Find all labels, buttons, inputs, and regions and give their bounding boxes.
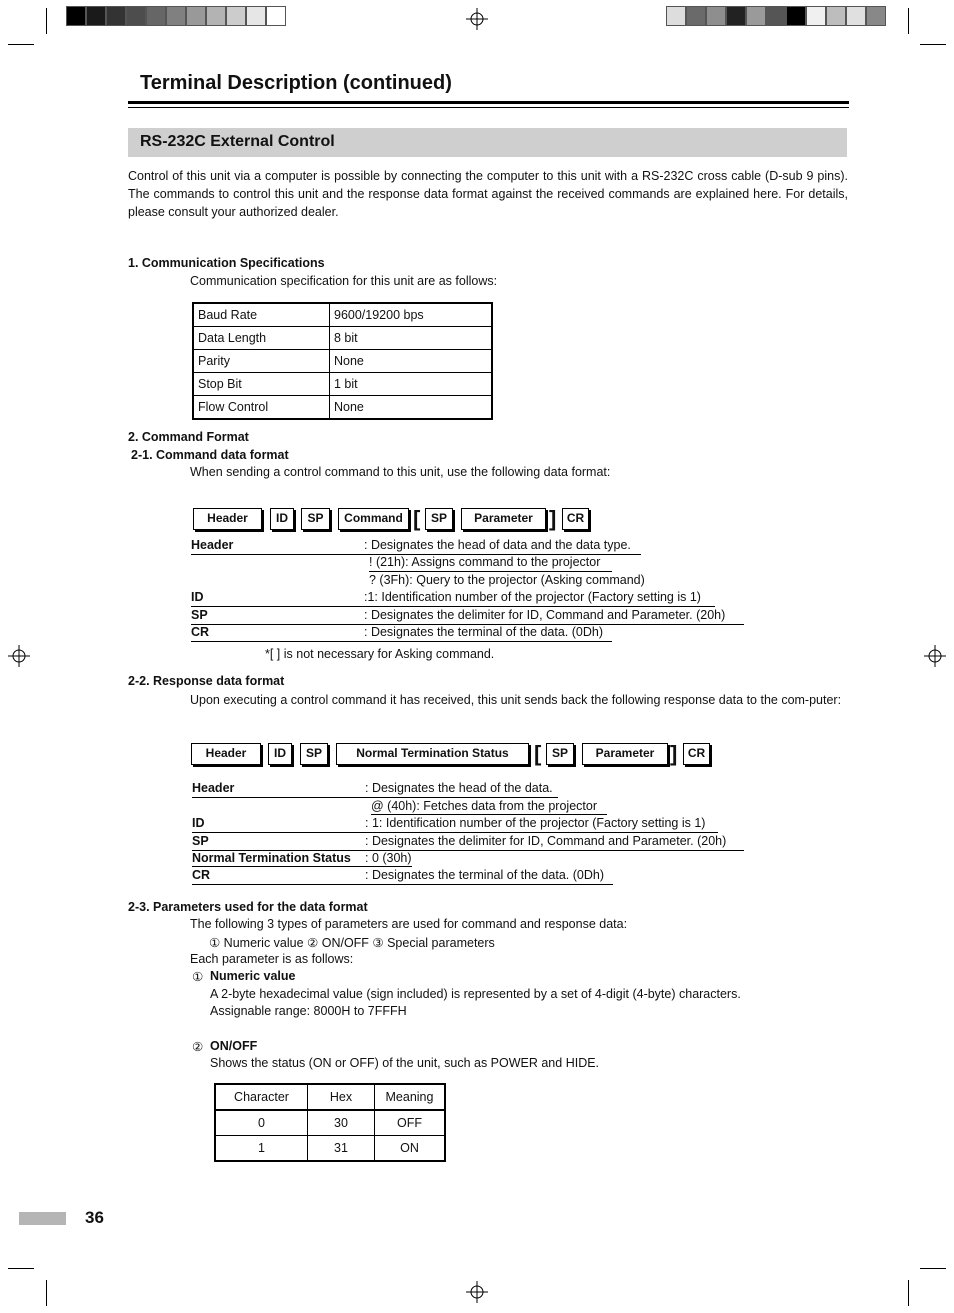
param-title: Numeric value <box>210 969 296 983</box>
resp-box-header: Header <box>191 743 261 765</box>
onoff-table <box>214 1083 446 1162</box>
circled-number: ① <box>192 970 204 984</box>
color-swatch <box>146 6 166 26</box>
bracket-close: ] <box>549 506 557 531</box>
color-swatch <box>666 6 686 26</box>
def-term: ID <box>191 590 204 604</box>
param-title: ON/OFF <box>210 1039 258 1053</box>
intro-paragraph: Control of this unit via a computer is possible by connecting the computer to this unit with a RS-232C cross cable (D-sub 9 pins). The commands to control this unit and the response data format against the received commands are explained here. For details, please consult your authorized dealer. <box>128 169 848 219</box>
comm-heading: 1. Communication Specifications <box>128 256 325 270</box>
registration-mark-icon <box>924 645 946 667</box>
bracket-open: [ <box>413 506 421 531</box>
table-header: Hex <box>308 1084 375 1110</box>
param-text: Shows the status (ON or OFF) of the unit, such as POWER and HIDE. <box>210 1056 600 1070</box>
page-number-bar <box>19 1212 66 1225</box>
color-swatch <box>226 6 246 26</box>
cmd-box-header: Header <box>193 508 262 530</box>
crop-mark <box>46 1280 47 1306</box>
registration-mark-icon <box>8 645 30 667</box>
spec-value: 9600/19200 bps <box>330 303 493 327</box>
color-swatch <box>206 6 226 26</box>
spec-value: None <box>330 350 493 373</box>
def-term: SP <box>192 834 209 848</box>
cmd-box-command: Command <box>338 508 409 530</box>
section-heading: RS-232C External Control <box>128 128 847 157</box>
def-term: Header <box>191 538 234 552</box>
table-row <box>193 350 492 373</box>
cmd-box-cr: CR <box>562 508 589 530</box>
cmd-box-sp: SP <box>425 508 453 530</box>
def-underline <box>192 866 412 867</box>
spec-value: None <box>330 396 493 420</box>
params-subheading: 2-3. Parameters used for the data format <box>128 900 368 914</box>
title-rule <box>128 101 849 104</box>
def-desc: : Designates the head of the data. <box>365 781 553 795</box>
table-cell: ON <box>375 1136 446 1162</box>
resp-subheading: 2-2. Response data format <box>128 674 285 688</box>
cmd-subheading: 2-1. Command data format <box>131 448 289 462</box>
registration-mark-icon <box>466 1281 488 1303</box>
def-underline <box>191 641 612 642</box>
color-swatch <box>806 6 826 26</box>
color-swatch <box>746 6 766 26</box>
crop-mark <box>46 8 47 34</box>
title-rule-thin <box>128 107 849 108</box>
circled-number: ② <box>192 1040 204 1054</box>
resp-box-sp: SP <box>546 743 574 765</box>
color-swatch <box>866 6 886 26</box>
table-cell: 30 <box>308 1110 375 1136</box>
table-cell: OFF <box>375 1110 446 1136</box>
cmd-heading: 2. Command Format <box>128 430 249 444</box>
registration-mark-icon <box>466 8 488 30</box>
def-desc: : Designates the delimiter for ID, Command and Parameter. (20h) <box>365 834 727 848</box>
param-text: Assignable range: 8000H to 7FFFH <box>210 1004 407 1018</box>
def-desc: : Designates the head of data and the data type. <box>364 538 631 552</box>
def-underline <box>192 797 558 798</box>
def-desc: : 1: Identification number of the projector (Factory setting is 1) <box>365 816 706 830</box>
color-swatch <box>686 6 706 26</box>
table-cell: 0 <box>215 1110 308 1136</box>
spec-label: Flow Control <box>193 396 330 420</box>
spec-value: 8 bit <box>330 327 493 350</box>
crop-mark <box>908 8 909 34</box>
table-header: Meaning <box>375 1084 446 1110</box>
def-desc: ? (3Fh): Query to the projector (Asking command) <box>369 573 645 587</box>
table-row <box>193 327 492 350</box>
page-title: Terminal Description (continued) <box>140 72 452 94</box>
def-term: Header <box>192 781 235 795</box>
table-row <box>193 303 492 327</box>
spec-value: 1 bit <box>330 373 493 396</box>
def-desc: : Designates the terminal of the data. (0Dh) <box>365 868 605 882</box>
color-swatch <box>786 6 806 26</box>
def-underline <box>369 571 612 572</box>
spec-label: Stop Bit <box>193 373 330 396</box>
table-header: Character <box>215 1084 308 1110</box>
table-cell: 31 <box>308 1136 375 1162</box>
cmd-box-sp: SP <box>301 508 330 530</box>
def-term: ID <box>192 816 205 830</box>
def-term: CR <box>191 625 210 639</box>
color-swatch <box>186 6 206 26</box>
params-list: ① Numeric value ② ON/OFF ③ Special parameters <box>209 936 495 950</box>
spec-label: Baud Rate <box>193 303 330 327</box>
cmd-box-id: ID <box>270 508 294 530</box>
spec-label: Parity <box>193 350 330 373</box>
resp-text: Upon executing a control command it has received, this unit sends back the following response data to the com-puter: <box>190 693 842 707</box>
resp-box-id: ID <box>268 743 292 765</box>
color-swatch <box>726 6 746 26</box>
resp-box-cr: CR <box>683 743 710 765</box>
params-line: The following 3 types of parameters are used for command and response data: <box>190 917 628 931</box>
page-number: 36 <box>85 1208 104 1227</box>
resp-box-sp: SP <box>300 743 328 765</box>
table-cell: 1 <box>215 1136 308 1162</box>
crop-mark <box>8 44 34 45</box>
cmd-text: When sending a control command to this unit, use the following data format: <box>190 465 611 479</box>
comm-spec-table <box>192 302 493 420</box>
param-text: A 2-byte hexadecimal value (sign included) is represented by a set of 4-digit (4-byte) characters. <box>210 987 741 1001</box>
def-desc: ! (21h): Assigns command to the projector <box>369 555 601 569</box>
params-line: Each parameter is as follows: <box>190 952 354 966</box>
crop-mark <box>908 1280 909 1306</box>
bracket-close: ] <box>670 741 678 766</box>
color-swatch <box>266 6 286 26</box>
color-swatch <box>766 6 786 26</box>
def-underline <box>192 832 718 833</box>
def-desc: : Designates the delimiter for ID, Command and Parameter. (20h) <box>364 608 726 622</box>
color-swatch <box>706 6 726 26</box>
color-swatch <box>66 6 86 26</box>
comm-subtext: Communication specification for this unit are as follows: <box>190 274 498 288</box>
color-swatch <box>106 6 126 26</box>
def-underline <box>192 884 613 885</box>
def-desc: : Designates the terminal of the data. (0Dh) <box>364 625 604 639</box>
def-desc: @ (40h): Fetches data from the projector <box>371 799 597 813</box>
resp-box-normal-termination: Normal Termination Status <box>336 743 529 765</box>
color-swatch <box>826 6 846 26</box>
table-header-row <box>215 1084 445 1110</box>
color-swatch <box>246 6 266 26</box>
table-row <box>215 1136 445 1162</box>
crop-mark <box>920 1268 946 1269</box>
color-swatch <box>86 6 106 26</box>
crop-mark <box>8 1268 34 1269</box>
spec-label: Data Length <box>193 327 330 350</box>
table-row <box>193 396 492 420</box>
table-row <box>193 373 492 396</box>
table-row <box>215 1110 445 1136</box>
def-desc: : 0 (30h) <box>365 851 412 865</box>
def-term: SP <box>191 608 208 622</box>
def-underline <box>371 814 607 815</box>
color-swatch <box>846 6 866 26</box>
bracket-open: [ <box>534 741 542 766</box>
def-term: CR <box>192 868 211 882</box>
cmd-note: *[ ] is not necessary for Asking command. <box>265 647 495 661</box>
def-underline <box>191 606 715 607</box>
crop-mark <box>920 44 946 45</box>
resp-box-parameter: Parameter <box>582 743 668 765</box>
def-term: Normal Termination Status <box>192 851 351 865</box>
color-swatch <box>126 6 146 26</box>
cmd-box-parameter: Parameter <box>461 508 546 530</box>
def-desc: :1: Identification number of the projector (Factory setting is 1) <box>364 590 701 604</box>
color-swatch <box>166 6 186 26</box>
